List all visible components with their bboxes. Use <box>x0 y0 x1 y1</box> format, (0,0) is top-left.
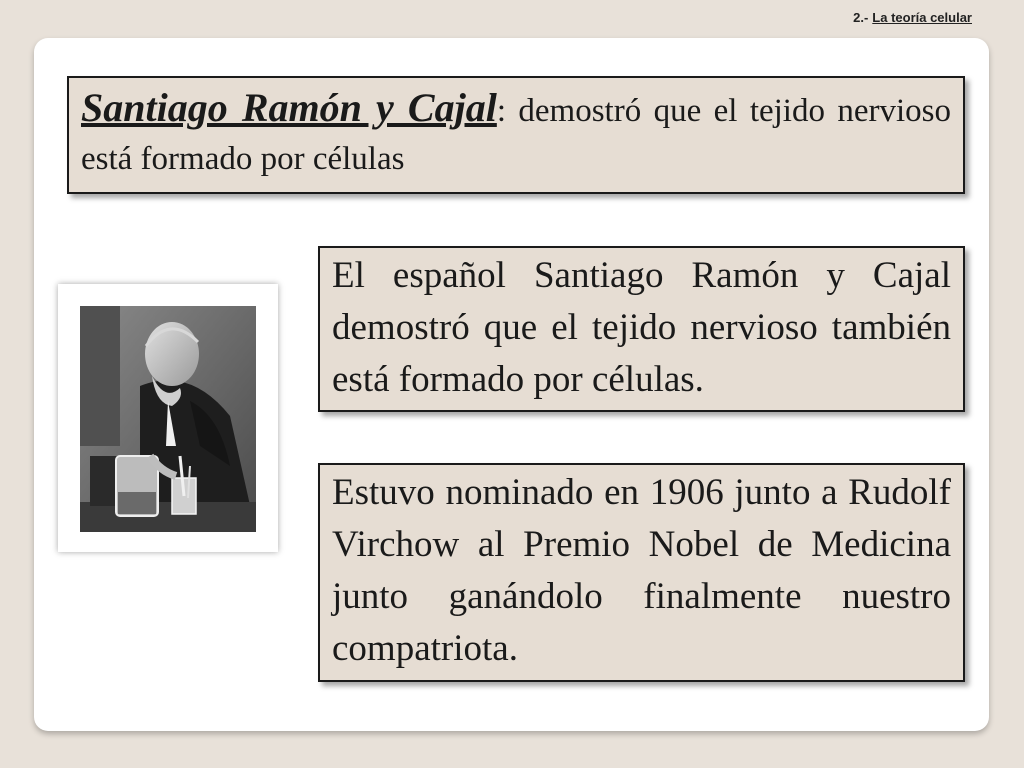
portrait-photo <box>80 306 256 532</box>
title-colon: : <box>496 93 506 129</box>
title-box <box>67 76 965 194</box>
info-text-nobel: Estuvo nominado en 1906 junto a Rudolf Virchow al Premio Nobel de Medicina junto ganándolo finalmente nuestro compatriota. <box>332 472 951 669</box>
info-box-nobel <box>318 463 965 682</box>
portrait-illustration <box>80 306 256 532</box>
title-name: Santiago Ramón y Cajal <box>81 85 497 130</box>
portrait-frame <box>58 284 278 552</box>
info-box-discovery <box>318 246 965 412</box>
info-text-discovery: El español Santiago Ramón y Cajal demostró que el tejido nervioso también está formado por células. <box>332 255 951 400</box>
title-text: demostró que el tejido nervioso está formado por células <box>81 93 952 177</box>
section-number: 2.- <box>853 10 869 25</box>
section-link[interactable]: La teoría celular <box>872 10 972 25</box>
breadcrumb <box>853 10 972 25</box>
